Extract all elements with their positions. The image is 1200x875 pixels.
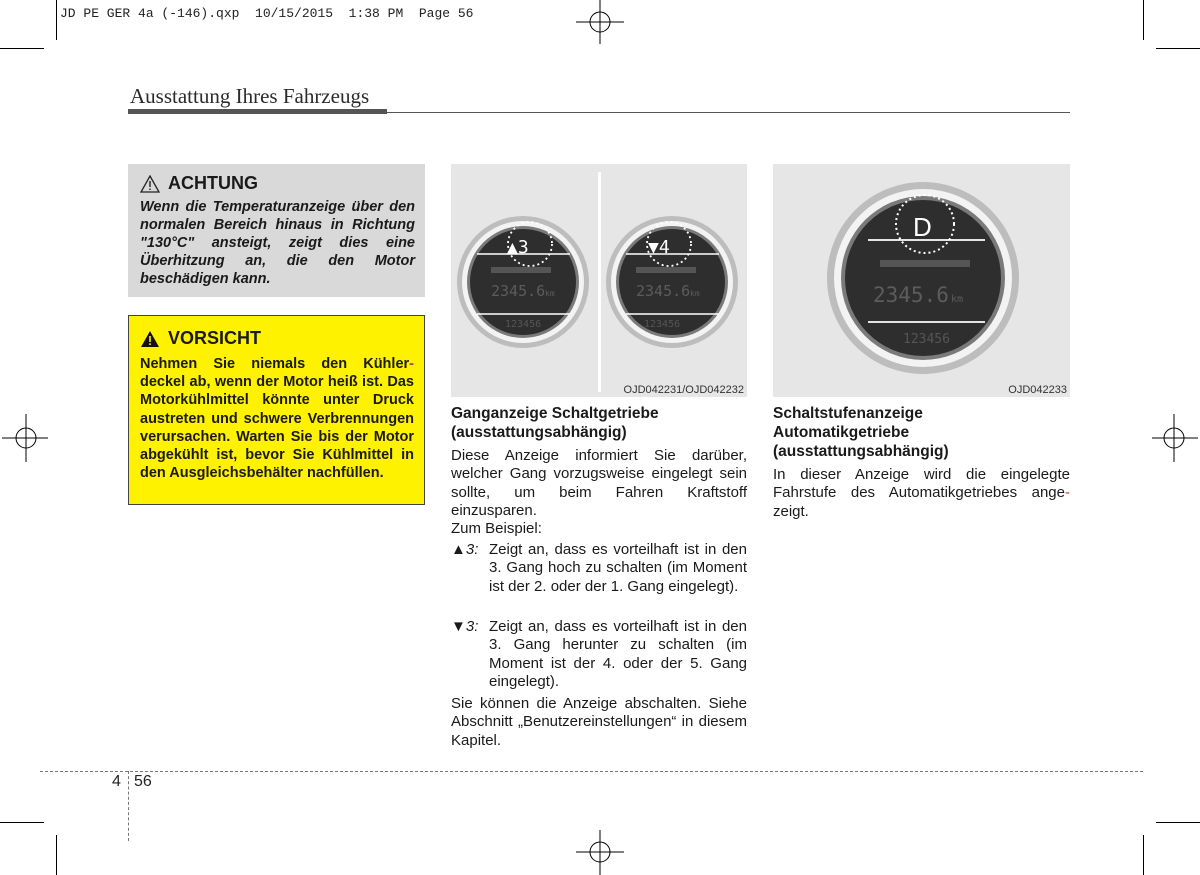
upshift-text: Zeigt an, dass es vorteilhaft ist in den 3. Gang hoch zu schalten (im Moment ist der 2. oder der 1. Gang eingelegt).	[489, 541, 747, 595]
odometer-unit: km	[951, 294, 964, 305]
trip-value: 123456	[505, 319, 542, 330]
achtung-title: ACHTUNG	[168, 173, 258, 193]
example-upshift	[451, 541, 747, 596]
odometer-unit: km	[690, 289, 700, 298]
trip-value: 123456	[903, 332, 950, 347]
vorsicht-heading	[140, 328, 414, 349]
gear-indicator: D	[913, 212, 932, 242]
caution-triangle-icon	[140, 330, 160, 348]
header-rule	[387, 112, 1070, 113]
crop-mark	[1143, 835, 1144, 875]
manual-gauges-image	[451, 164, 747, 397]
image-caption: OJD042231/OJD042232	[623, 384, 744, 396]
manual-section-title: Ganganzeige Schaltgetriebe (ausstattungsabhängig)	[451, 405, 659, 441]
page-number: 56	[134, 773, 152, 790]
image-divider	[598, 172, 601, 392]
odometer-value: 2345.6	[491, 282, 546, 300]
registration-mark-icon	[1150, 410, 1200, 466]
chapter-number: 4	[112, 773, 121, 790]
vorsicht-text: Nehmen Sie niemals den Kühler- deckel ab, wenn der Motor heiß ist. Das Motorkühlmittel könnte unter Druck austreten und schwere Verbrennungen verursachen. Warten Sie bis der Motor abgekühlt ist, bevor Sie Kühlmittel in den Ausgleichsbehälter nachfüllen.	[140, 356, 414, 482]
achtung-text: Wenn die Temperaturanzeige über den normalen Bereich hinaus in Richtung "130°C" ansteigt, zeigt dies eine Überhitzung an, die den Motor beschädigen kann.	[140, 199, 415, 287]
odometer-value: 2345.6	[873, 283, 949, 307]
print-slug: JD PE GER 4a (-146).qxp 10/15/2015 1:38 PM Page 56	[60, 6, 474, 21]
downshift-symbol: ▼3:	[451, 618, 479, 635]
crop-mark	[1143, 0, 1144, 40]
warning-triangle-icon	[140, 175, 160, 193]
registration-mark-icon	[572, 828, 628, 875]
vorsicht-box	[128, 315, 425, 505]
achtung-heading	[140, 173, 415, 194]
page-header-title: Ausstattung Ihres Fahrzeugs	[130, 84, 370, 108]
example-downshift	[451, 618, 747, 691]
example-label: Zum Beispiel:	[451, 520, 542, 537]
trip-value: 123456	[644, 319, 681, 330]
registration-mark-icon	[0, 410, 50, 466]
crop-mark	[56, 835, 57, 875]
achtung-box	[128, 164, 425, 297]
gauge-left	[455, 214, 591, 350]
manual-closing: Sie können die Anzeige abschalten. Siehe Abschnitt „Benutzereinstellungen“ in diesem Kapitel.	[451, 695, 747, 749]
odometer-unit: km	[545, 289, 555, 298]
header-rule	[128, 109, 387, 114]
image-caption: OJD042233	[1008, 384, 1067, 396]
crop-mark	[1156, 822, 1200, 823]
manual-intro: Diese Anzeige informiert Sie darüber, welcher Gang vorzugsweise eingelegt sein sollte, um beim Fahren Kraftstoff einzusparen.	[451, 447, 747, 519]
upshift-symbol: ▲3:	[451, 541, 479, 558]
crop-mark	[56, 0, 57, 40]
gauge-right	[825, 180, 1021, 376]
footer-rule	[128, 771, 129, 841]
gear-indicator: ▲3	[507, 237, 529, 258]
automatic-section-title: Schaltstufenanzeige Automatikgetriebe (ausstattungsabhängig)	[773, 405, 949, 460]
odometer-value: 2345.6	[636, 282, 691, 300]
downshift-text: Zeigt an, dass es vorteilhaft ist in den 3. Gang herunter zu schalten (im Moment ist der 4. oder der 5. Gang eingelegt).	[489, 618, 747, 690]
vorsicht-title: VORSICHT	[168, 328, 262, 348]
crop-mark	[0, 48, 44, 49]
gauge-middle	[604, 214, 740, 350]
gear-indicator: ▼4	[648, 237, 670, 258]
footer-rule	[40, 771, 1143, 772]
automatic-text: In dieser Anzeige wird die eingelegte Fahrstufe des Automatikgetriebes ange- zeigt.	[773, 466, 1070, 520]
crop-mark	[0, 822, 44, 823]
registration-mark-icon	[572, 0, 628, 48]
crop-mark	[1156, 48, 1200, 49]
automatic-gauge-image	[773, 164, 1070, 397]
